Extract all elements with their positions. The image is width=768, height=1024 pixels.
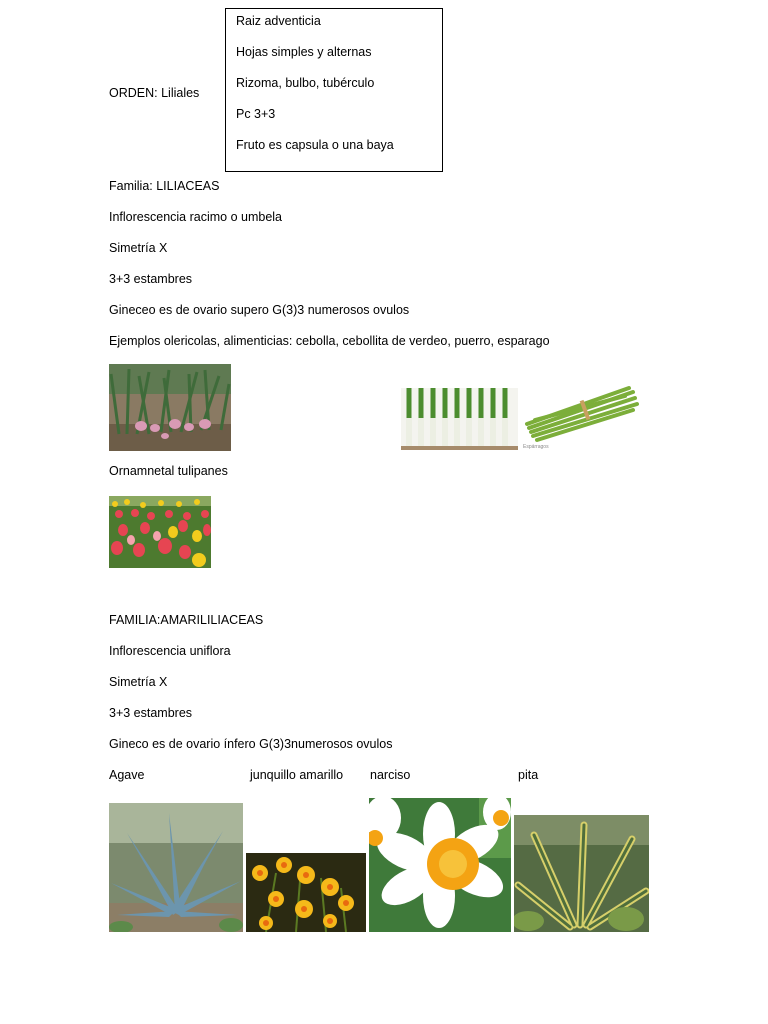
cebolla-image [109, 364, 231, 451]
tulipanes-image [109, 496, 211, 568]
amarililiaceas-estambres: 3+3 estambres [109, 706, 193, 720]
orden-features-box [225, 8, 443, 172]
esparrago-image [521, 382, 639, 452]
esparrago-caption: Espárragos [523, 444, 549, 450]
ornamental-label: Ornamnetal tulipanes [109, 464, 228, 478]
agave-image [109, 803, 243, 932]
agave-label: Agave [109, 768, 145, 782]
liliaceas-inflorescencia: Inflorescencia racimo o umbela [109, 210, 282, 224]
liliaceas-gineceo: Gineceo es de ovario supero G(3)3 numerosos ovulos [109, 303, 410, 317]
feature-item: Pc 3+3 [236, 107, 276, 121]
junquillo-label: junquillo amarillo [250, 768, 344, 782]
narciso-label: narciso [370, 768, 411, 782]
familia-amarililiaceas-heading: FAMILIA:AMARILILIACEAS [109, 613, 264, 627]
familia-liliaceas-heading: Familia: LILIACEAS [109, 179, 220, 193]
pita-label: pita [518, 768, 539, 782]
feature-item: Rizoma, bulbo, tubérculo [236, 76, 375, 90]
liliaceas-estambres: 3+3 estambres [109, 272, 193, 286]
feature-item: Raiz adventicia [236, 14, 321, 28]
amarililiaceas-simetria: Simetría X [109, 675, 168, 689]
feature-item: Fruto es capsula o una baya [236, 138, 394, 152]
narciso-image [369, 798, 511, 932]
orden-label: ORDEN: Liliales [109, 86, 200, 100]
amarililiaceas-inflorescencia: Inflorescencia uniflora [109, 644, 231, 658]
liliaceas-simetria: Simetría X [109, 241, 168, 255]
junquillo-image [246, 853, 366, 932]
cebollita-image [401, 388, 518, 450]
amarililiaceas-gineceo: Gineco es de ovario ínfero G(3)3numerosos ovulos [109, 737, 393, 751]
feature-item: Hojas simples y alternas [236, 45, 372, 59]
pita-image [514, 815, 649, 932]
liliaceas-ejemplos: Ejemplos olericolas, alimenticias: cebolla, cebollita de verdeo, puerro, esparago [109, 334, 550, 348]
